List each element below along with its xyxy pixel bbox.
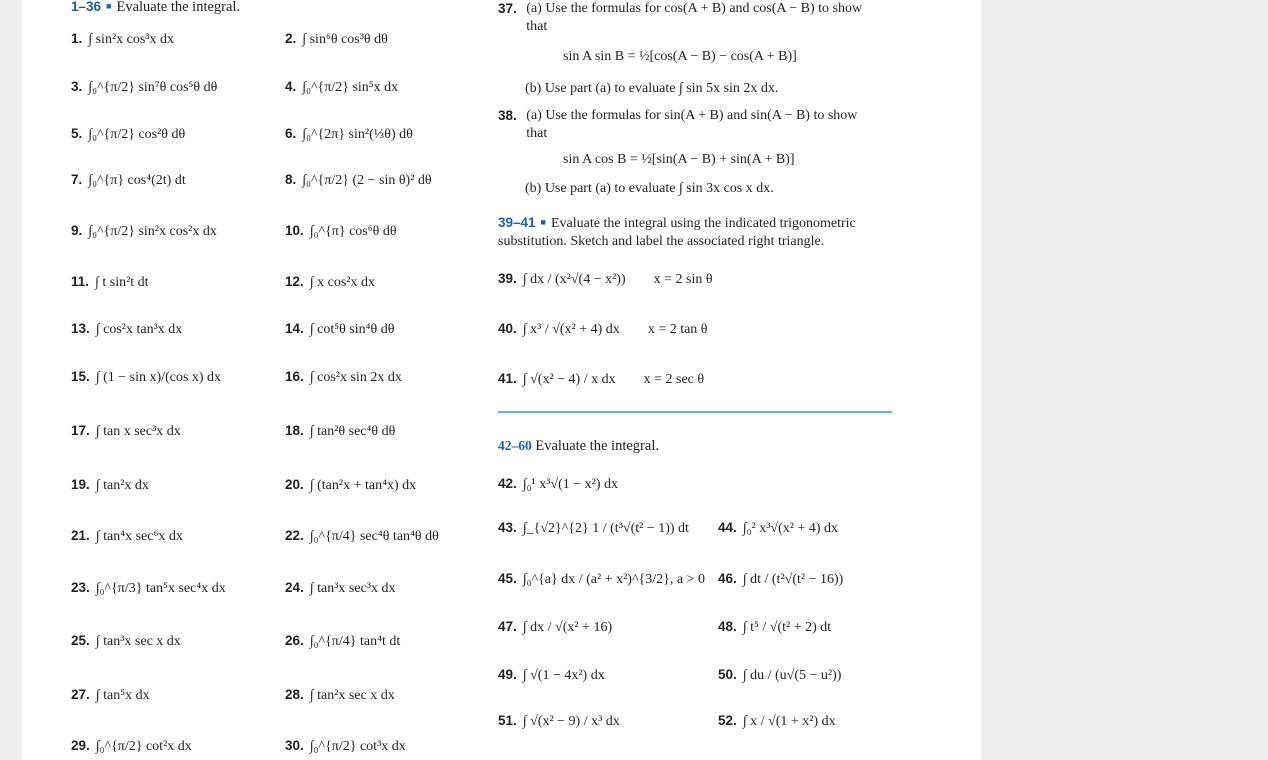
exercise-expression: ∫₀^{π/4} tan⁴t dt [309, 634, 401, 649]
exercise-item [718, 714, 836, 729]
exercise-item [498, 572, 705, 587]
exercise-expression: ∫₀^{π} cos⁴(2t) dt [88, 173, 186, 188]
exercise-item [285, 127, 413, 142]
exercise-item [71, 370, 221, 385]
exercise-item [285, 275, 375, 290]
section-divider [498, 411, 892, 413]
exercise-expression: ∫ tan²x dx [95, 478, 149, 493]
exercise-expression: ∫₀^{a} dx / (a² + x²)^{3/2}, a > 0 [522, 572, 705, 587]
exercise-expression: ∫ sin²x cos³x dx [88, 32, 174, 47]
exercise-expression: ∫ dx / √(x² + 16) [522, 620, 613, 635]
exercise-item [498, 668, 605, 683]
exercise-expression: ∫₀^{π/2} cos²θ dθ [88, 127, 186, 142]
exercise-expression: ∫₀^{π/3} tan⁵x sec⁴x dx [95, 581, 226, 596]
exercise-number: 49. [498, 667, 517, 682]
substitution-hint: x = 2 sec θ [643, 372, 705, 387]
exercise-number: 28. [285, 687, 304, 702]
exercise-item [71, 634, 181, 649]
exercise-number: 25. [71, 633, 90, 648]
exercise-item [718, 668, 841, 683]
exercise-37-part-a [498, 0, 888, 36]
exercise-38-part-b: (b) Use part (a) to evaluate ∫ sin 3x cos x dx. [525, 181, 774, 196]
exercise-number: 30. [285, 738, 304, 753]
exercise-number: 37. [498, 1, 517, 16]
exercise-number: 42. [498, 476, 517, 491]
exercise-expression: ∫₀^{π/2} sin⁷θ cos⁵θ dθ [88, 80, 218, 95]
exercise-item [285, 32, 388, 47]
section-header-39-41: 39–41 ■ Evaluate the integral using the indicated trigonometric substitution. Sketch and label the associated right triangle. [498, 215, 856, 249]
exercise-expression: ∫_{√2}^{2} 1 / (t³√(t² − 1)) dt [522, 521, 689, 536]
exercise-expression: ∫₀^{π/2} sin⁵x dx [302, 80, 399, 95]
exercise-item [285, 581, 396, 596]
section-instruction: Evaluate the integral. [116, 0, 241, 15]
exercise-number: 3. [71, 79, 83, 94]
exercise-number: 10. [285, 223, 304, 238]
exercise-expression: ∫ sin⁶θ cos³θ dθ [302, 32, 388, 47]
exercise-number: 52. [718, 713, 737, 728]
exercise-item [285, 634, 400, 649]
exercise-number: 21. [71, 528, 90, 543]
exercise-number: 23. [71, 580, 90, 595]
exercise-number: 20. [285, 477, 304, 492]
exercise-item [285, 173, 432, 188]
exercise-item [498, 620, 612, 635]
exercise-number: 27. [71, 687, 90, 702]
exercise-expression: ∫ cos²x tan³x dx [95, 322, 183, 337]
exercise-37-part-a-text: (a) Use the formulas for cos(A + B) and cos(A − B) to show that [526, 1, 863, 34]
exercise-number: 22. [285, 528, 304, 543]
exercise-item [718, 620, 831, 635]
exercise-item [498, 714, 620, 729]
exercise-item [498, 372, 704, 387]
exercise-item [71, 424, 181, 439]
exercise-expression: ∫ tan³x sec³x dx [309, 581, 396, 596]
exercise-expression: ∫ tan⁴x sec⁶x dx [95, 529, 183, 544]
exercise-number: 51. [498, 713, 517, 728]
exercise-number: 45. [498, 571, 517, 586]
section-range: 39–41 [498, 215, 536, 230]
exercise-item [71, 529, 183, 544]
exercise-item [285, 688, 395, 703]
exercise-item [285, 478, 416, 493]
exercise-item [285, 529, 439, 544]
exercise-number: 40. [498, 321, 517, 336]
exercise-expression: ∫₀^{π/2} cot³x dx [309, 739, 406, 754]
exercise-number: 48. [718, 619, 737, 634]
exercise-number: 1. [71, 31, 83, 46]
exercise-item [71, 275, 149, 290]
exercise-item [285, 370, 402, 385]
exercise-item [71, 80, 217, 95]
exercise-item [71, 478, 149, 493]
exercise-item [285, 224, 397, 239]
exercise-item [498, 272, 713, 287]
exercise-number: 39. [498, 271, 517, 286]
exercise-number: 12. [285, 274, 304, 289]
exercise-number: 11. [71, 274, 90, 289]
exercise-item [71, 173, 186, 188]
exercise-expression: ∫ tan³x sec x dx [95, 634, 181, 649]
exercise-38-part-a [498, 107, 888, 143]
exercise-number: 13. [71, 321, 90, 336]
section-range: 42–60 [498, 438, 532, 453]
exercise-37-part-b: (b) Use part (a) to evaluate ∫ sin 5x sin 2x dx. [525, 81, 779, 96]
exercise-expression: ∫ cos²x sin 2x dx [309, 370, 402, 385]
section-header-42-60 [498, 439, 659, 454]
exercise-expression: ∫ (1 − sin x)/(cos x) dx [95, 370, 222, 385]
exercise-expression: ∫₀^{π/2} sin²x cos²x dx [88, 224, 217, 239]
exercise-expression: ∫ dt / (t²√(t² − 16)) [742, 572, 844, 587]
exercise-number: 46. [718, 571, 737, 586]
exercise-38-part-a-text: (a) Use the formulas for sin(A + B) and sin(A − B) to show that [526, 108, 858, 141]
textbook-page [22, 0, 981, 760]
exercise-expression: ∫₀^{π/2} cot²x dx [95, 739, 192, 754]
exercise-number: 19. [71, 477, 90, 492]
section-header-1-36: 1–36 ■ Evaluate the integral. [71, 0, 241, 15]
section-range: 1–36 [71, 0, 102, 14]
exercise-expression: ∫₀^{2π} sin²(⅓θ) dθ [302, 127, 413, 142]
exercise-item [498, 521, 689, 536]
substitution-hint: x = 2 tan θ [647, 322, 708, 337]
exercise-expression: ∫₀^{π/2} (2 − sin θ)² dθ [302, 173, 432, 188]
exercise-number: 44. [718, 520, 737, 535]
substitution-hint: x = 2 sin θ [653, 272, 713, 287]
exercise-item [718, 572, 843, 587]
exercise-expression: ∫ tan x sec³x dx [95, 424, 181, 439]
exercise-expression: ∫ √(x² − 9) / x³ dx [522, 714, 620, 729]
exercise-expression: ∫ cot⁵θ sin⁴θ dθ [309, 322, 395, 337]
exercise-item [285, 322, 394, 337]
exercise-expression: ∫ t⁵ / √(t² + 2) dt [742, 620, 832, 635]
exercise-expression: ∫ tan⁵x dx [95, 688, 150, 703]
section-instruction: Evaluate the integral using the indicated trigonometric substitution. Sketch and label the associated right triangle. [498, 216, 856, 249]
exercise-expression: ∫₀^{π/4} sec⁴θ tan⁴θ dθ [309, 529, 439, 544]
exercise-expression: ∫ x cos²x dx [309, 275, 375, 290]
exercise-item [71, 322, 182, 337]
exercise-expression: ∫₀² x³√(x² + 4) dx [742, 521, 838, 536]
exercise-item [71, 739, 192, 754]
exercise-item [71, 581, 226, 596]
exercise-expression: ∫ du / (u√(5 − u²)) [742, 668, 842, 683]
exercise-item [285, 739, 406, 754]
exercise-number: 16. [285, 369, 304, 384]
exercise-item [498, 322, 708, 337]
exercise-number: 29. [71, 738, 90, 753]
exercise-item [71, 32, 174, 47]
exercise-item [498, 477, 618, 492]
exercise-number: 2. [285, 31, 297, 46]
exercise-expression: ∫₀¹ x³√(1 − x²) dx [522, 477, 618, 492]
exercise-number: 9. [71, 223, 83, 238]
exercise-number: 15. [71, 369, 90, 384]
exercise-number: 50. [718, 667, 737, 682]
exercise-37-formula: sin A sin B = ½[cos(A − B) − cos(A + B)] [563, 49, 797, 64]
section-instruction: Evaluate the integral. [535, 438, 659, 454]
exercise-expression: ∫₀^{π} cos⁶θ dθ [309, 224, 397, 239]
exercise-number: 8. [285, 172, 297, 187]
exercise-number: 47. [498, 619, 517, 634]
exercise-item [718, 521, 838, 536]
exercise-number: 7. [71, 172, 83, 187]
exercise-item [285, 424, 395, 439]
exercise-number: 14. [285, 321, 304, 336]
exercise-item [71, 127, 185, 142]
exercise-number: 6. [285, 126, 297, 141]
exercise-38-formula: sin A cos B = ½[sin(A − B) + sin(A + B)] [563, 152, 795, 167]
exercise-number: 18. [285, 423, 304, 438]
exercise-expression: ∫ √(1 − 4x²) dx [522, 668, 605, 683]
exercise-number: 24. [285, 580, 304, 595]
exercise-expression: ∫ √(x² − 4) / x dx [522, 372, 616, 387]
exercise-expression: ∫ t sin²t dt [95, 275, 149, 290]
exercise-expression: ∫ x³ / √(x² + 4) dx [522, 322, 620, 337]
exercise-item [71, 688, 150, 703]
exercise-item [285, 80, 398, 95]
exercise-item [71, 224, 217, 239]
exercise-number: 41. [498, 371, 517, 386]
exercise-expression: ∫ dx / (x²√(4 − x²)) [522, 272, 626, 287]
exercise-number: 26. [285, 633, 304, 648]
exercise-number: 17. [71, 423, 90, 438]
exercise-expression: ∫ x / √(1 + x²) dx [742, 714, 836, 729]
exercise-number: 4. [285, 79, 297, 94]
exercise-expression: ∫ (tan²x + tan⁴x) dx [309, 478, 417, 493]
exercise-number: 5. [71, 126, 83, 141]
exercise-expression: ∫ tan²x sec x dx [309, 688, 395, 703]
exercise-expression: ∫ tan²θ sec⁴θ dθ [309, 424, 396, 439]
exercise-number: 38. [498, 108, 517, 123]
exercise-number: 43. [498, 520, 517, 535]
